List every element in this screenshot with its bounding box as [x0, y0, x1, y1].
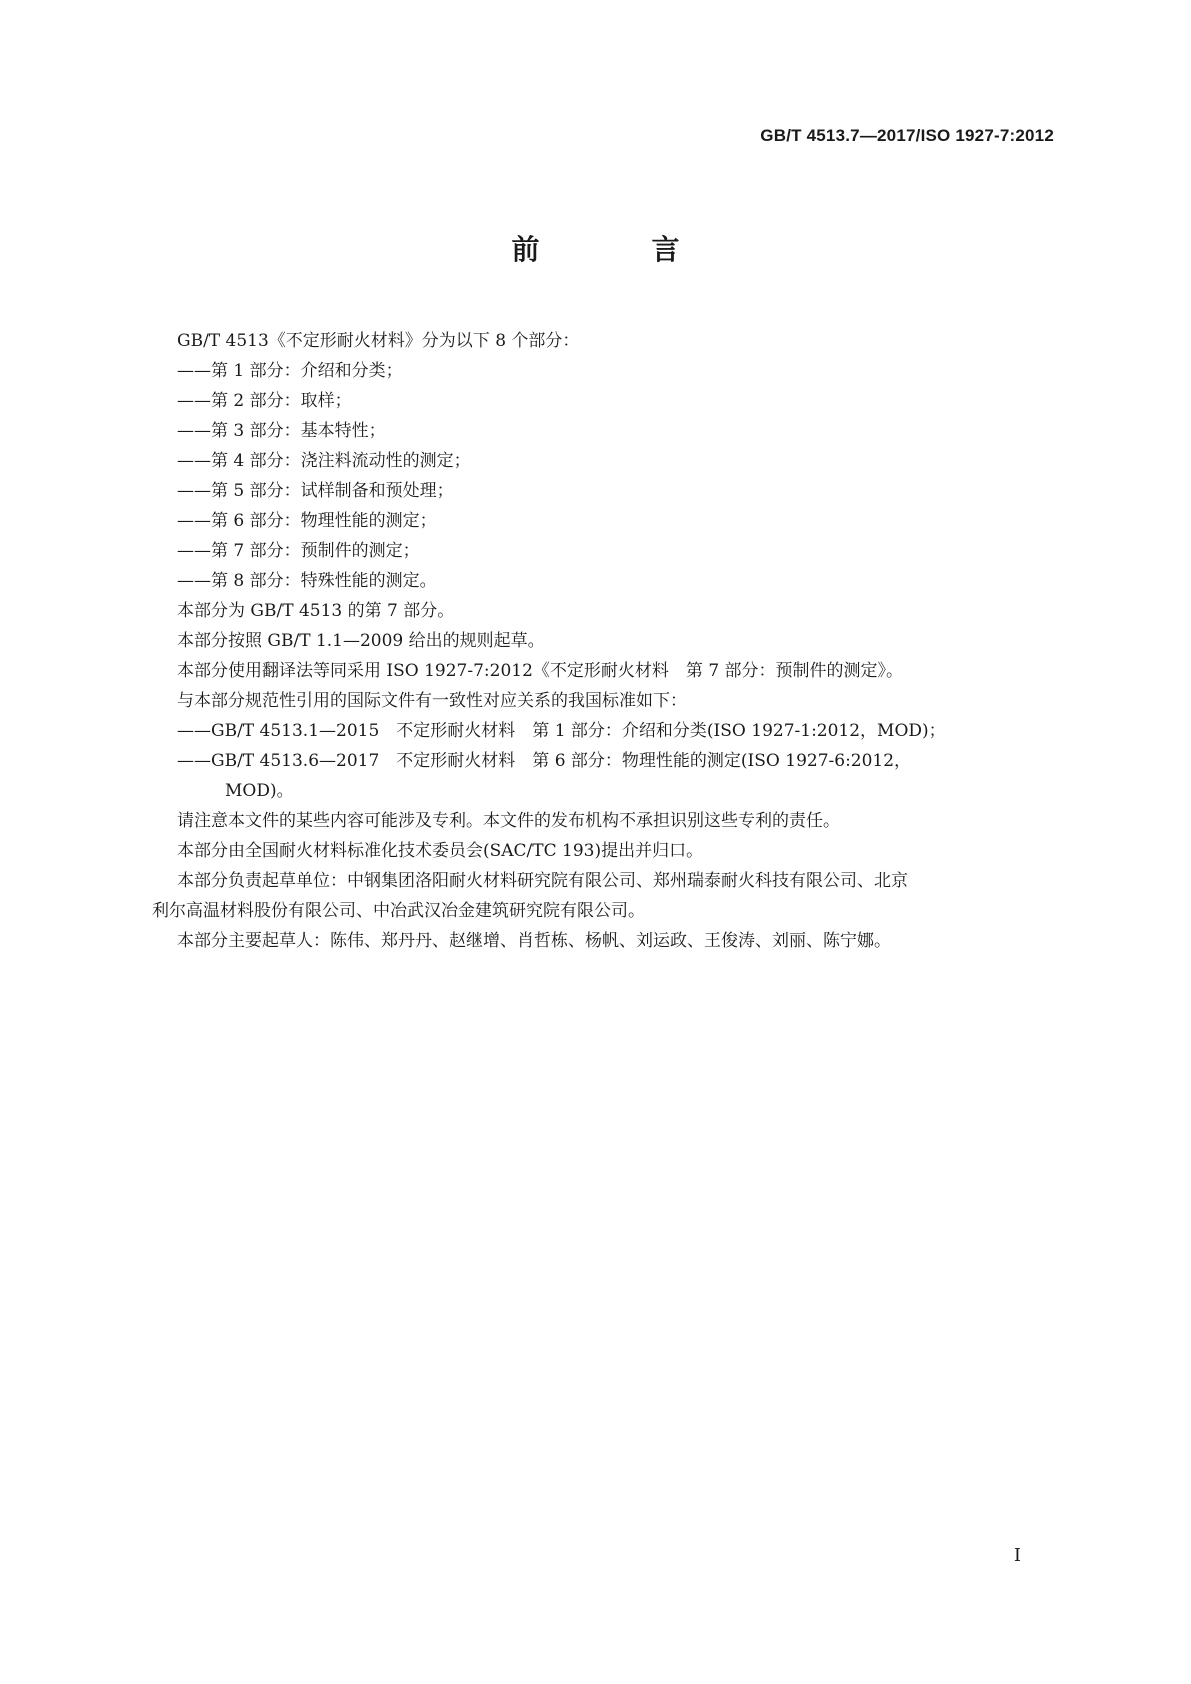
list-item: ——第 3 部分：基本特性；: [177, 421, 386, 441]
foreword-body: [152, 326, 1063, 956]
drafting-units-continuation: 利尔高温材料股份有限公司、中冶武汉冶金建筑研究院有限公司。: [152, 901, 645, 921]
list-item: ——第 1 部分：介绍和分类；: [177, 361, 403, 381]
reference-item: ——GB/T 4513.6—2017 不定形耐火材料 第 6 部分：物理性能的测定(ISO 1927-6:2012，: [177, 751, 912, 771]
drafting-rules-paragraph: 本部分按照 GB/T 1.1—2009 给出的规则起草。: [177, 631, 545, 651]
list-item: ——第 5 部分：试样制备和预处理；: [177, 481, 454, 501]
list-item: ——第 7 部分：预制件的测定；: [177, 541, 420, 561]
list-item: ——第 2 部分：取样；: [177, 391, 352, 411]
translation-paragraph: 本部分使用翻译法等同采用 ISO 1927-7:2012《不定形耐火材料 第 7 部分：预制件的测定》。: [177, 661, 904, 681]
drafters-paragraph: 本部分主要起草人：陈伟、郑丹丹、赵继增、肖哲栋、杨帆、刘运政、王俊涛、刘丽、陈宁娜。: [177, 931, 891, 951]
page-title: 前 言: [511, 233, 722, 266]
standard-code: GB/T 4513.7—2017/ISO 1927-7:2012: [760, 126, 1054, 145]
list-item: ——第 4 部分：浇注料流动性的测定；: [177, 451, 471, 471]
patent-paragraph: 请注意本文件的某些内容可能涉及专利。本文件的发布机构不承担识别这些专利的责任。: [177, 811, 840, 831]
list-item: ——第 6 部分：物理性能的测定；: [177, 511, 437, 531]
page-number: I: [1013, 1545, 1021, 1566]
this-part-paragraph: 本部分为 GB/T 4513 的第 7 部分。: [177, 601, 455, 621]
reference-item: ——GB/T 4513.1—2015 不定形耐火材料 第 1 部分：介绍和分类(ISO 1927-1:2012，MOD)；: [177, 721, 946, 741]
intro-paragraph: GB/T 4513《不定形耐火材料》分为以下 8 个部分：: [177, 331, 580, 351]
drafting-units-paragraph: 本部分负责起草单位：中钢集团洛阳耐火材料研究院有限公司、郑州瑞泰耐火科技有限公司、北京: [177, 871, 908, 891]
refs-intro-paragraph: 与本部分规范性引用的国际文件有一致性对应关系的我国标准如下：: [177, 691, 687, 711]
proposer-paragraph: 本部分由全国耐火材料标准化技术委员会(SAC/TC 193)提出并归口。: [177, 841, 704, 861]
reference-item-continuation: MOD)。: [225, 781, 294, 801]
list-item: ——第 8 部分：特殊性能的测定。: [177, 571, 437, 591]
